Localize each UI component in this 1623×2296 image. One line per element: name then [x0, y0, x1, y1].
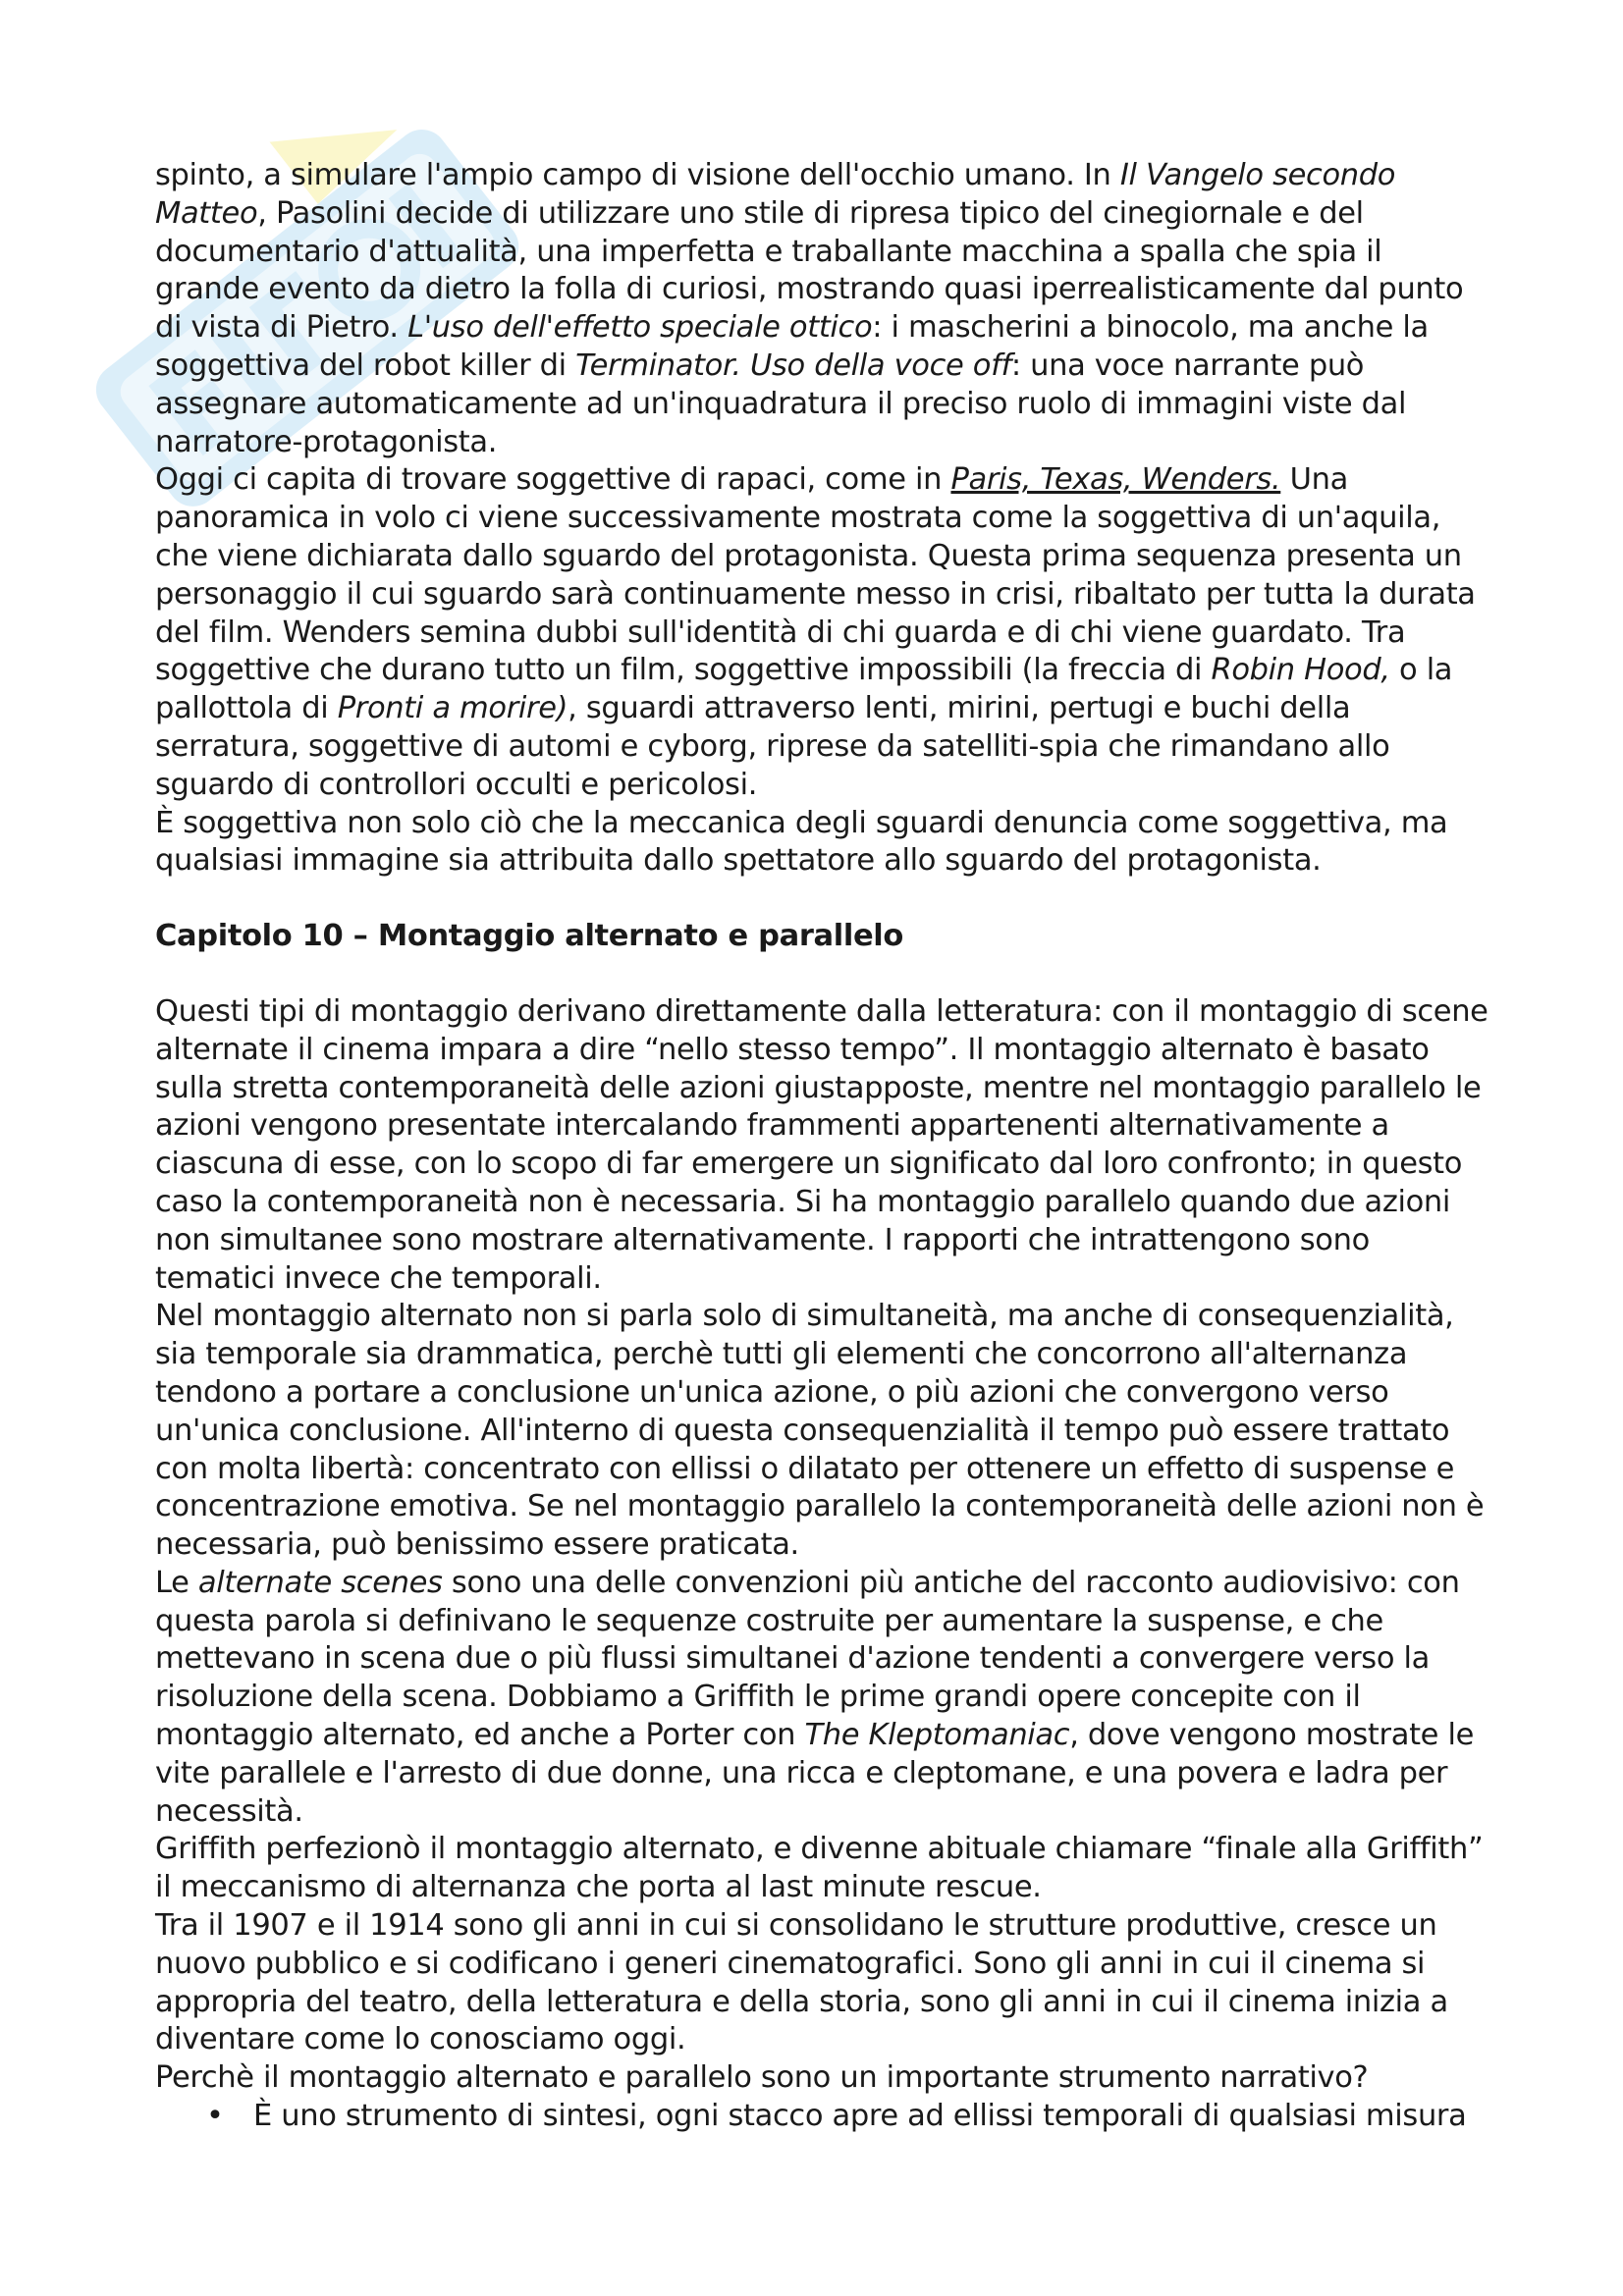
text-run: o la pallottola di [155, 653, 1453, 726]
emphasis: L'uso dell'effetto speciale ottico [407, 310, 873, 346]
paragraph: Questi tipi di montaggio derivano direttamente dalla letteratura: con il montaggio di scene alternate il cinema impara a dire “nello stesso tempo”. Il montaggio alternato è basato sulla stretta contemporaneità delle azioni giustapposte, mentre nel montaggio parallelo le azioni vengono presentate intercalando frammenti appartenenti alternativamente a ciascuna di esse, con lo scopo di far emergere un significato dal loro confronto; in questo caso la contemporaneità non è necessaria. Si ha montaggio parallelo quando due azioni non simultanee sono mostrare alternativamente. I rapporti che intrattengono sono tematici invece che temporali. [155, 993, 1488, 1296]
paragraph: Tra il 1907 e il 1914 sono gli anni in cui si consolidano le strutture produttive, cresce un nuovo pubblico e si codificano i generi cinematografici. Sono gli anni in cui il cinema si appropria del teatro, della letteratura e della storia, sono gli anni in cui il cinema inizia a diventare come lo conosciamo oggi. [155, 1908, 1448, 2057]
chapter-heading: Capitolo 10 – Montaggio alternato e parallelo [155, 919, 904, 954]
text-run: , sguardi attraverso lenti, mirini, pertugi e buchi della serratura, soggettive di automi e cyborg, riprese da satelliti-spia che rimandano allo sguardo di controllori occulti e pericolosi. [155, 691, 1390, 802]
paragraph: È soggettiva non solo ciò che la meccanica degli sguardi denuncia come soggettiva, ma qualsiasi immagine sia attribuita dallo spettatore allo sguardo del protagonista. [155, 805, 1448, 879]
text-run: , Pasolini decide di utilizzare uno stile di ripresa tipico del cinegiornale e del documentario d'attualità, una imperfetta e traballante macchina a spalla che spia il grande evento da dietro la folla di curiosi, mostrando quasi iperrealisticamente dal punto di vista di Pietro. [155, 195, 1464, 346]
text-run: : una voce narrante può assegnare automaticamente ad un'inquadratura il preciso ruolo di immagini viste dal narratore-protagonista. [155, 347, 1407, 459]
film-title-underlined: Paris, Texas, Wenders. [950, 462, 1281, 498]
paragraph [155, 157, 1490, 461]
film-title: The Kleptomaniac [804, 1718, 1070, 1753]
paragraph: Nel montaggio alternato non si parla solo di simultaneità, ma anche di consequenzialità, sia temporale sia drammatica, perchè tutti gli elementi che concorrono all'alternanza tendono a portare a conclusione un'unica azione, o più azioni che convergono verso un'unica conclusione. All'interno di questa consequenzialità il tempo può essere trattato con molta libertà: concentrato con ellissi o dilatato per ottenere un effetto di suspense e concentrazione emotiva. Se nel montaggio parallelo la contemporaneità delle azioni non è necessaria, può benissimo essere praticata. [155, 1299, 1485, 1563]
paragraph: Griffith perfezionò il montaggio alternato, e divenne abituale chiamare “finale alla Griffith” il meccanismo di alternanza che porta al last minute rescue. [155, 1832, 1484, 1905]
paragraph: Perchè il montaggio alternato e parallelo sono un importante strumento narrativo? [155, 2060, 1369, 2096]
text-run: : i mascherini a binocolo, ma anche la soggettiva del robot killer di [155, 310, 1429, 383]
bullet-list [155, 2098, 1490, 2136]
film-title: Pronti a morire) [337, 691, 568, 726]
text-run: spinto, a simulare l'ampio campo di visione dell'occhio umano. In [155, 158, 1120, 192]
paragraph [155, 461, 1490, 804]
text-run: sono una delle convenzioni più antiche del racconto audiovisivo: con questa parola si definivano le sequenze costruite per aumentare la suspense, e che mettevano in scena due o più flussi simultanei d'azione tendenti a convergere verso la risoluzione della scena. Dobbiamo a Griffith le prime grandi opere concepite con il montaggio alternato, ed anche a Porter con [155, 1565, 1460, 1753]
film-title: Robin Hood, [1211, 653, 1390, 688]
text-run: , dove vengono mostrate le vite parallele e l'arresto di due donne, una ricca e cleptomane, e una povera e ladra per necessità. [155, 1718, 1474, 1829]
emphasis: Terminator. Uso della voce off [575, 347, 1011, 383]
text-run: Le [155, 1565, 198, 1600]
text-run: Una panoramica in volo ci viene successivamente mostrata come la soggettiva di un'aquila, che viene dichiarata dallo sguardo del protagonista. Questa prima sequenza presenta un personaggio il cui sguardo sarà continuamente messo in crisi, ribaltato per tutta la durata del film. Wenders semina dubbi sull'identità di chi guarda e di chi viene guardato. Tra soggettive che durano tutto un film, soggettive impossibili (la freccia di [155, 462, 1476, 688]
document-page [155, 157, 1490, 2136]
text-run: Oggi ci capita di trovare soggettive di rapaci, come in [155, 462, 951, 498]
list-item: • È uno strumento di sintesi, ogni stacco apre ad ellissi temporali di qualsiasi misura [155, 2098, 1490, 2136]
emphasis: alternate scenes [197, 1565, 443, 1600]
film-title: Il Vangelo secondo Matteo [155, 158, 1396, 231]
paragraph [155, 1565, 1490, 1832]
